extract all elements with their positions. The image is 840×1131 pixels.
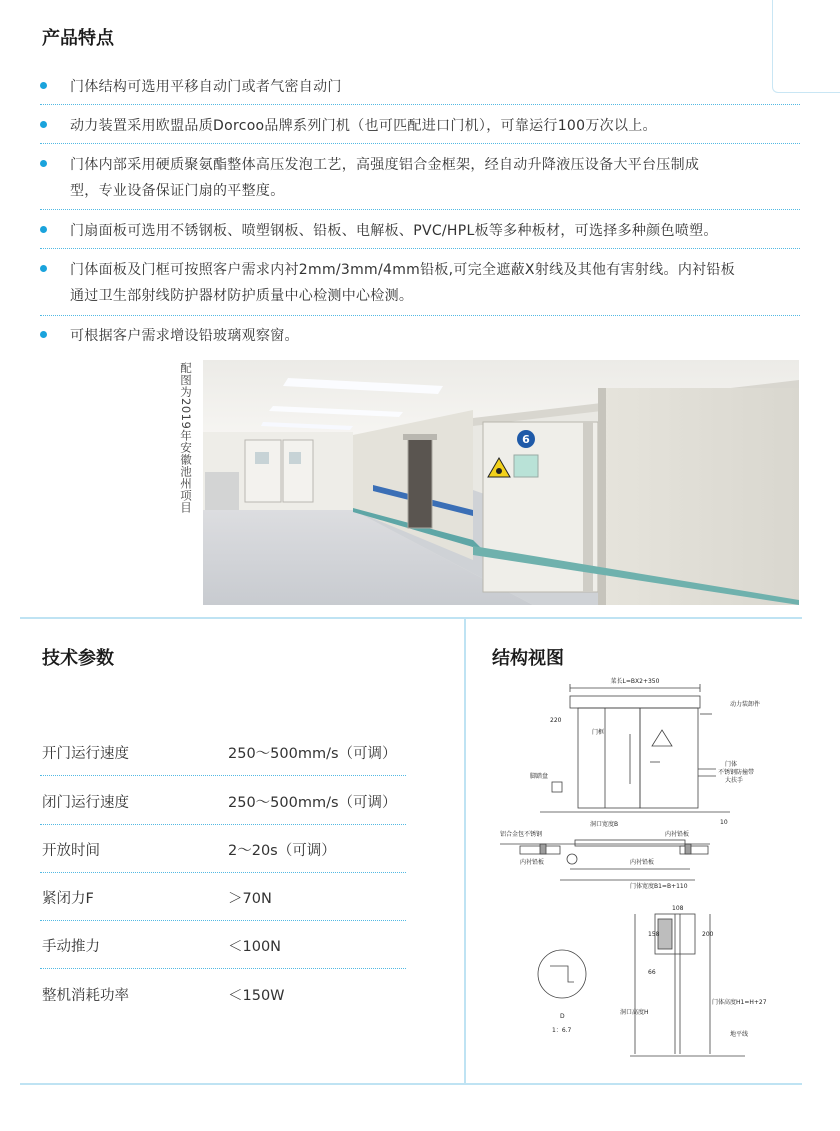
dim-200: 200 xyxy=(702,931,714,938)
spec-value-close-speed: 250～500mm/s（可调） xyxy=(228,795,397,811)
bullet-dot-icon xyxy=(40,160,47,167)
features-title: 产品特点 xyxy=(42,28,114,49)
spec-label-close-speed: 闭门运行速度 xyxy=(42,795,129,811)
specs-title: 技术参数 xyxy=(42,648,114,669)
label-steel-bumper: 不锈钢防撞带 xyxy=(718,769,755,776)
bullet-dot-icon xyxy=(40,226,47,233)
structure-diagram xyxy=(480,674,800,1074)
label-handle: 大扶手 xyxy=(725,777,744,784)
label-detail-d: D xyxy=(560,1013,565,1020)
photo-caption: 配图为2019年安徽池州项目 xyxy=(179,362,193,514)
spec-value-power: ＜150W xyxy=(228,988,285,1004)
feature-text: 门体结构可选用平移自动门或者气密自动门 xyxy=(70,79,342,95)
bullet-dot-icon xyxy=(40,331,47,338)
label-foot-switch: 脚踏盘 xyxy=(530,773,549,780)
spec-label-closing-force: 紧闭力F xyxy=(42,891,94,907)
section-divider-bottom xyxy=(20,1083,802,1085)
label-lead-lining-1: 内衬铅板 xyxy=(520,859,545,866)
spec-value-manual-push: ＜100N xyxy=(228,939,282,955)
spec-divider xyxy=(40,872,406,873)
bullet-dot-icon xyxy=(40,265,47,272)
feature-text: 型，专业设备保证门扇的平整度。 xyxy=(70,183,285,199)
label-door: 门体 xyxy=(725,761,738,768)
feature-text: 门体面板及门框可按照客户需求内衬2mm/3mm/4mm铅板,可完全遮蔽X射线及其他有害射线。内衬铅板 xyxy=(70,262,736,278)
dim-door-height: 门体高度H1=H+27 xyxy=(712,999,767,1006)
label-aluminium-frame: 铝合金包不锈钢 xyxy=(500,831,543,838)
dim-220: 220 xyxy=(550,717,562,724)
feature-text: 门体内部采用硬质聚氨酯整体高压发泡工艺，高强度铝合金框架，经自动升降液压设备大平台压制成 xyxy=(70,157,700,173)
feature-item-4 xyxy=(40,218,800,244)
feature-item-1 xyxy=(40,74,800,100)
dim-66: 66 xyxy=(648,969,656,976)
dim-108: 108 xyxy=(672,905,684,912)
spec-label-power: 整机消耗功率 xyxy=(42,988,129,1004)
dim-hole-height: 洞口高度H xyxy=(620,1009,649,1016)
feature-item-3 xyxy=(40,152,800,204)
label-scale: 1：6.7 xyxy=(552,1027,572,1034)
bullet-dot-icon xyxy=(40,82,47,89)
label-lead-lining-3: 内衬铅板 xyxy=(665,831,690,838)
section-divider-vertical xyxy=(464,617,466,1084)
spec-value-open-time: 2～20s（可调） xyxy=(228,843,336,859)
label-power: 动力装卸件 xyxy=(730,701,761,708)
feature-item-6 xyxy=(40,323,800,349)
label-lead-lining-2: 内衬铅板 xyxy=(630,859,655,866)
feature-text: 动力装置采用欧盟品质Dorcoo品牌系列门机（也可匹配进口门机），可靠运行100万次以上。 xyxy=(70,118,657,134)
feature-item-2 xyxy=(40,113,800,139)
label-frame: 门框 xyxy=(592,729,605,736)
dim-10: 10 xyxy=(720,819,728,826)
spec-divider xyxy=(40,824,406,825)
dim-door-width: 门体宽度B1=B+110 xyxy=(630,883,688,890)
dotted-divider xyxy=(40,315,800,316)
diagram-title: 结构视图 xyxy=(492,648,564,669)
feature-item-5 xyxy=(40,257,800,309)
bullet-dot-icon xyxy=(40,121,47,128)
spec-label-open-speed: 开门运行速度 xyxy=(42,746,129,762)
spec-label-manual-push: 手动推力 xyxy=(42,939,100,955)
feature-text: 通过卫生部射线防护器材防护质量中心检测中心检测。 xyxy=(70,288,414,304)
dim-top-length: 菜长L=BX2+350 xyxy=(610,678,660,685)
feature-text: 可根据客户需求增设铅玻璃观察窗。 xyxy=(70,328,299,344)
door-number: 6 xyxy=(522,433,530,446)
spec-divider xyxy=(40,920,406,921)
dotted-divider xyxy=(40,104,800,105)
dotted-divider xyxy=(40,248,800,249)
spec-value-closing-force: ＞70N xyxy=(228,891,272,907)
dim-158: 158 xyxy=(648,931,660,938)
spec-label-open-time: 开放时间 xyxy=(42,843,100,859)
spec-divider xyxy=(40,968,406,969)
feature-text: 门扇面板可选用不锈钢板、喷塑钢板、铅板、电解板、PVC/HPL板等多种板材，可选择多种颜色喷塑。 xyxy=(70,223,718,239)
section-divider-top xyxy=(20,617,802,619)
dotted-divider xyxy=(40,209,800,210)
spec-value-open-speed: 250～500mm/s（可调） xyxy=(228,746,397,762)
dotted-divider xyxy=(40,143,800,144)
label-floor-line: 地平线 xyxy=(730,1031,749,1038)
spec-divider xyxy=(40,775,406,776)
corridor-photo xyxy=(203,360,799,605)
dim-hole-width: 洞口宽度B xyxy=(590,821,619,828)
